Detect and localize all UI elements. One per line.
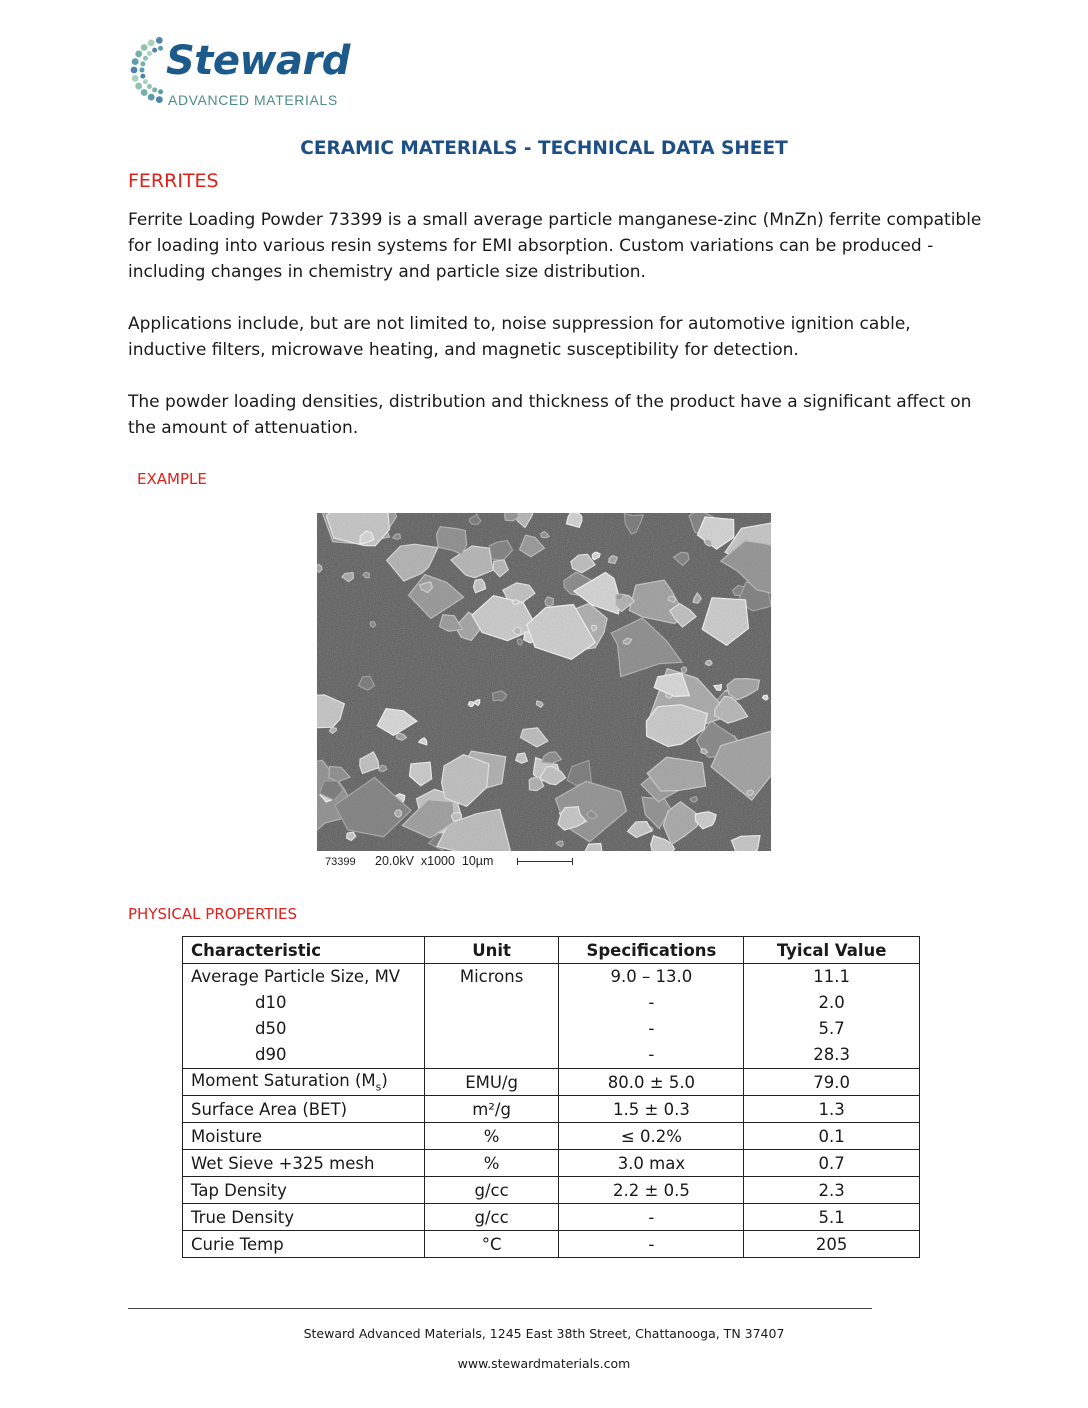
d10-value: 2.0 [818,993,845,1012]
d50-label: d50 [255,1019,287,1038]
wet-sieve-value: 0.7 [744,1150,920,1177]
surface-area-value: 1.3 [744,1096,920,1123]
attenuation-paragraph: The powder loading densities, distribution and thickness of the product have a significant affect on the amount of attenuation. [128,392,972,438]
scale-bar [517,861,573,862]
table-row-tap-density [183,1177,920,1204]
wet-sieve-spec: 3.0 max [559,1150,744,1177]
moisture-label: Moisture [183,1123,425,1150]
header-specifications: Specifications [559,937,744,964]
table-row-particle-size [183,964,920,1069]
wet-sieve-unit: % [424,1150,559,1177]
moisture-unit: % [424,1123,559,1150]
particle-size-unit-cell [424,964,559,1069]
d50-value: 5.7 [818,1019,845,1038]
table-row-moisture [183,1123,920,1150]
table-header-row [183,937,920,964]
tap-density-spec: 2.2 ± 0.5 [559,1177,744,1204]
header-unit: Unit [424,937,559,964]
intro-paragraph: Ferrite Loading Powder 73399 is a small average particle manganese-zinc (MnZn) ferrite compatible for loading into various resin systems for EMI absorption. Custom variations can be produced - including changes in chemistry and particle size distribution. [128,210,982,282]
header-characteristic: Characteristic [183,937,425,964]
table-row-curie-temp [183,1231,920,1258]
sem-parameters: 20.0kV x1000 10µm [375,854,494,868]
wet-sieve-label: Wet Sieve +325 mesh [183,1150,425,1177]
table-row-true-density [183,1204,920,1231]
d50-spec: - [648,1019,655,1038]
d10-label: d10 [255,993,287,1012]
particle-image [317,513,771,873]
d10-spec: - [648,993,655,1012]
particle-size-spec: 9.0 – 13.0 [610,967,693,986]
particle-size-value: 11.1 [813,967,851,986]
particle-size-unit: Microns [459,967,524,986]
tap-density-unit: g/cc [424,1177,559,1204]
moisture-spec: ≤ 0.2% [559,1123,744,1150]
moment-label-end: ) [381,1070,388,1090]
footer-address: Steward Advanced Materials, 1245 East 38th Street, Chattanooga, TN 37407 [303,1326,785,1341]
logo-wordmark: Steward [166,38,350,84]
moment-saturation-unit: EMU/g [424,1069,559,1096]
particle-size-spec-cell [559,964,744,1069]
surface-area-label: Surface Area (BET) [183,1096,425,1123]
properties-table [182,936,920,1258]
curie-temp-label: Curie Temp [183,1231,425,1258]
true-density-value: 5.1 [744,1204,920,1231]
tap-density-value: 2.3 [744,1177,920,1204]
moment-saturation-label [183,1069,425,1096]
section-heading-example: EXAMPLE [137,470,207,488]
footer-website[interactable]: www.stewardmaterials.com [457,1356,631,1371]
section-heading-physical: PHYSICAL PROPERTIES [128,905,298,923]
d90-spec: - [648,1045,655,1064]
footer-divider [128,1308,872,1309]
applications-paragraph: Applications include, but are not limited to, noise suppression for automotive ignition cable, inductive filters, microwave heating, and magnetic susceptibility for detection. [128,314,911,360]
table-row-surface-area [183,1096,920,1123]
moment-saturation-value: 79.0 [744,1069,920,1096]
true-density-unit: g/cc [424,1204,559,1231]
moment-label-subscript: s [375,1080,382,1094]
d90-value: 28.3 [813,1045,851,1064]
table-row-wet-sieve [183,1150,920,1177]
sem-sample-id: 73399 [325,856,356,868]
particle-size-label: Average Particle Size, MV [191,967,401,986]
sem-info-bar [317,851,771,873]
logo-tagline: ADVANCED MATERIALS [168,92,338,108]
particle-size-value-cell [744,964,920,1069]
curie-temp-value: 205 [744,1231,920,1258]
header-typical-value: Tyical Value [744,937,920,964]
moment-label-text: Moment Saturation (M [191,1070,376,1090]
surface-area-unit: m²/g [424,1096,559,1123]
tap-density-label: Tap Density [183,1177,425,1204]
table-row-moment-saturation [183,1069,920,1096]
sem-micrograph [317,513,771,873]
curie-temp-spec: - [559,1231,744,1258]
true-density-label: True Density [183,1204,425,1231]
curie-temp-unit: °C [424,1231,559,1258]
particle-size-labels [183,964,425,1069]
surface-area-spec: 1.5 ± 0.3 [559,1096,744,1123]
page-title: CERAMIC MATERIALS - TECHNICAL DATA SHEET [300,138,788,159]
company-logo [126,30,386,112]
moisture-value: 0.1 [744,1123,920,1150]
d90-label: d90 [255,1045,287,1064]
true-density-spec: - [559,1204,744,1231]
section-heading-ferrites: FERRITES [128,170,219,192]
moment-saturation-spec: 80.0 ± 5.0 [559,1069,744,1096]
